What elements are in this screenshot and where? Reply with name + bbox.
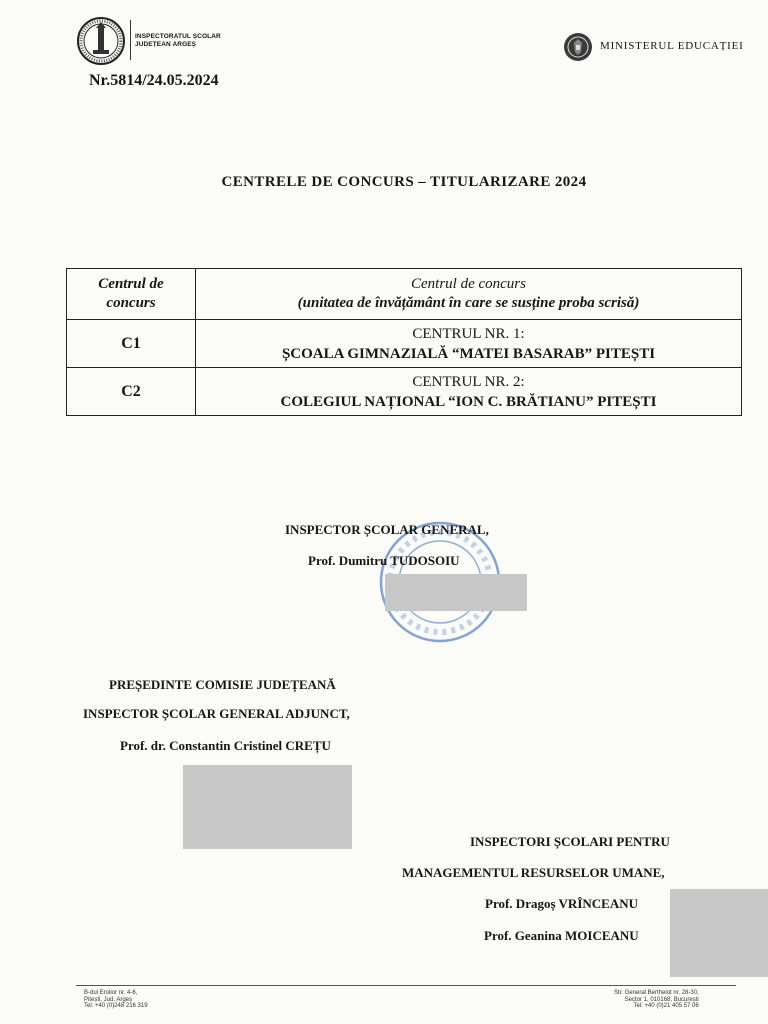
row-center-line2: ȘCOALA GIMNAZIALĂ “MATEI BASARAB” PITEȘTI	[281, 345, 656, 362]
row-center	[196, 320, 742, 368]
centers-table	[66, 268, 742, 416]
header-cell-code	[67, 269, 196, 320]
header-divider	[130, 20, 131, 60]
header-center-line2: (unitatea de învățământ în care se susține proba scrisă)	[297, 295, 640, 311]
header-code-line2: concurs	[106, 295, 156, 311]
header-center-line1: Centrul de concurs	[411, 276, 526, 292]
general-inspector-title: INSPECTOR ȘCOLAR GENERAL,	[285, 522, 489, 537]
row-center-line1: CENTRUL NR. 2:	[412, 373, 525, 390]
redacted-signature	[385, 574, 527, 611]
deputy-inspector-title: INSPECTOR ȘCOLAR GENERAL ADJUNCT,	[83, 706, 350, 721]
footer-left-line2: Pitești, Jud. Argeș	[84, 996, 133, 1003]
table-header-row	[67, 269, 742, 320]
row-center	[196, 368, 742, 416]
footer-right-line3: Tel: +40 (0)21 405 57 06	[633, 1003, 699, 1009]
hr-inspectors-title-line2: MANAGEMENTUL RESURSELOR UMANE,	[402, 865, 665, 880]
row-code: C2	[67, 368, 196, 416]
reference-number: Nr.5814/24.05.2024	[89, 72, 219, 89]
hr-inspector-name-2: Prof. Geanina MOICEANU	[484, 928, 639, 943]
deputy-inspector-name: Prof. dr. Constantin Cristinel CREȚU	[120, 738, 331, 753]
footer-right-line1: Str. General Berthelot nr. 28-30,	[614, 990, 699, 996]
redacted-signature	[670, 889, 768, 977]
header-cell-center	[196, 269, 742, 320]
isj-name-line1: INSPECTORATUL ȘCOLAR	[135, 33, 221, 40]
footer-address-right	[614, 990, 699, 1010]
redacted-signature	[183, 765, 352, 849]
general-inspector-name: Prof. Dumitru TUDOSOIU	[308, 553, 460, 568]
ministry-coat-of-arms-icon	[563, 32, 593, 62]
row-code: C1	[67, 320, 196, 368]
president-title: PREȘEDINTE COMISIE JUDEȚEANĂ	[109, 677, 336, 692]
footer-left-line3: Tel: +40 (0)248 216 319	[84, 1003, 148, 1009]
footer-right-line2: Sector 1, 010168, București	[624, 996, 699, 1003]
isj-name-line2: JUDEȚEAN ARGEȘ	[135, 41, 197, 48]
header-code-line1: Centrul de	[98, 276, 164, 292]
hr-inspectors-title-line1: INSPECTORI ȘCOLARI PENTRU	[470, 834, 670, 849]
ministry-name: MINISTERUL EDUCAȚIEI	[600, 40, 744, 52]
row-center-line1: CENTRUL NR. 1:	[412, 325, 525, 342]
hr-inspector-name-1: Prof. Dragoș VRÎNCEANU	[485, 896, 638, 911]
row-center-line2: COLEGIUL NAȚIONAL “ION C. BRĂTIANU” PITEȘTI	[280, 393, 657, 410]
table-row	[67, 368, 742, 416]
footer-address-left	[84, 990, 148, 1010]
document-title: CENTRELE DE CONCURS – TITULARIZARE 2024	[221, 174, 587, 190]
footer-divider	[76, 985, 736, 986]
isj-name	[135, 33, 221, 49]
footer-left-line1: B-dul Eroilor nr. 4-6,	[84, 990, 138, 996]
table-row	[67, 320, 742, 368]
isj-seal-logo	[76, 16, 126, 66]
